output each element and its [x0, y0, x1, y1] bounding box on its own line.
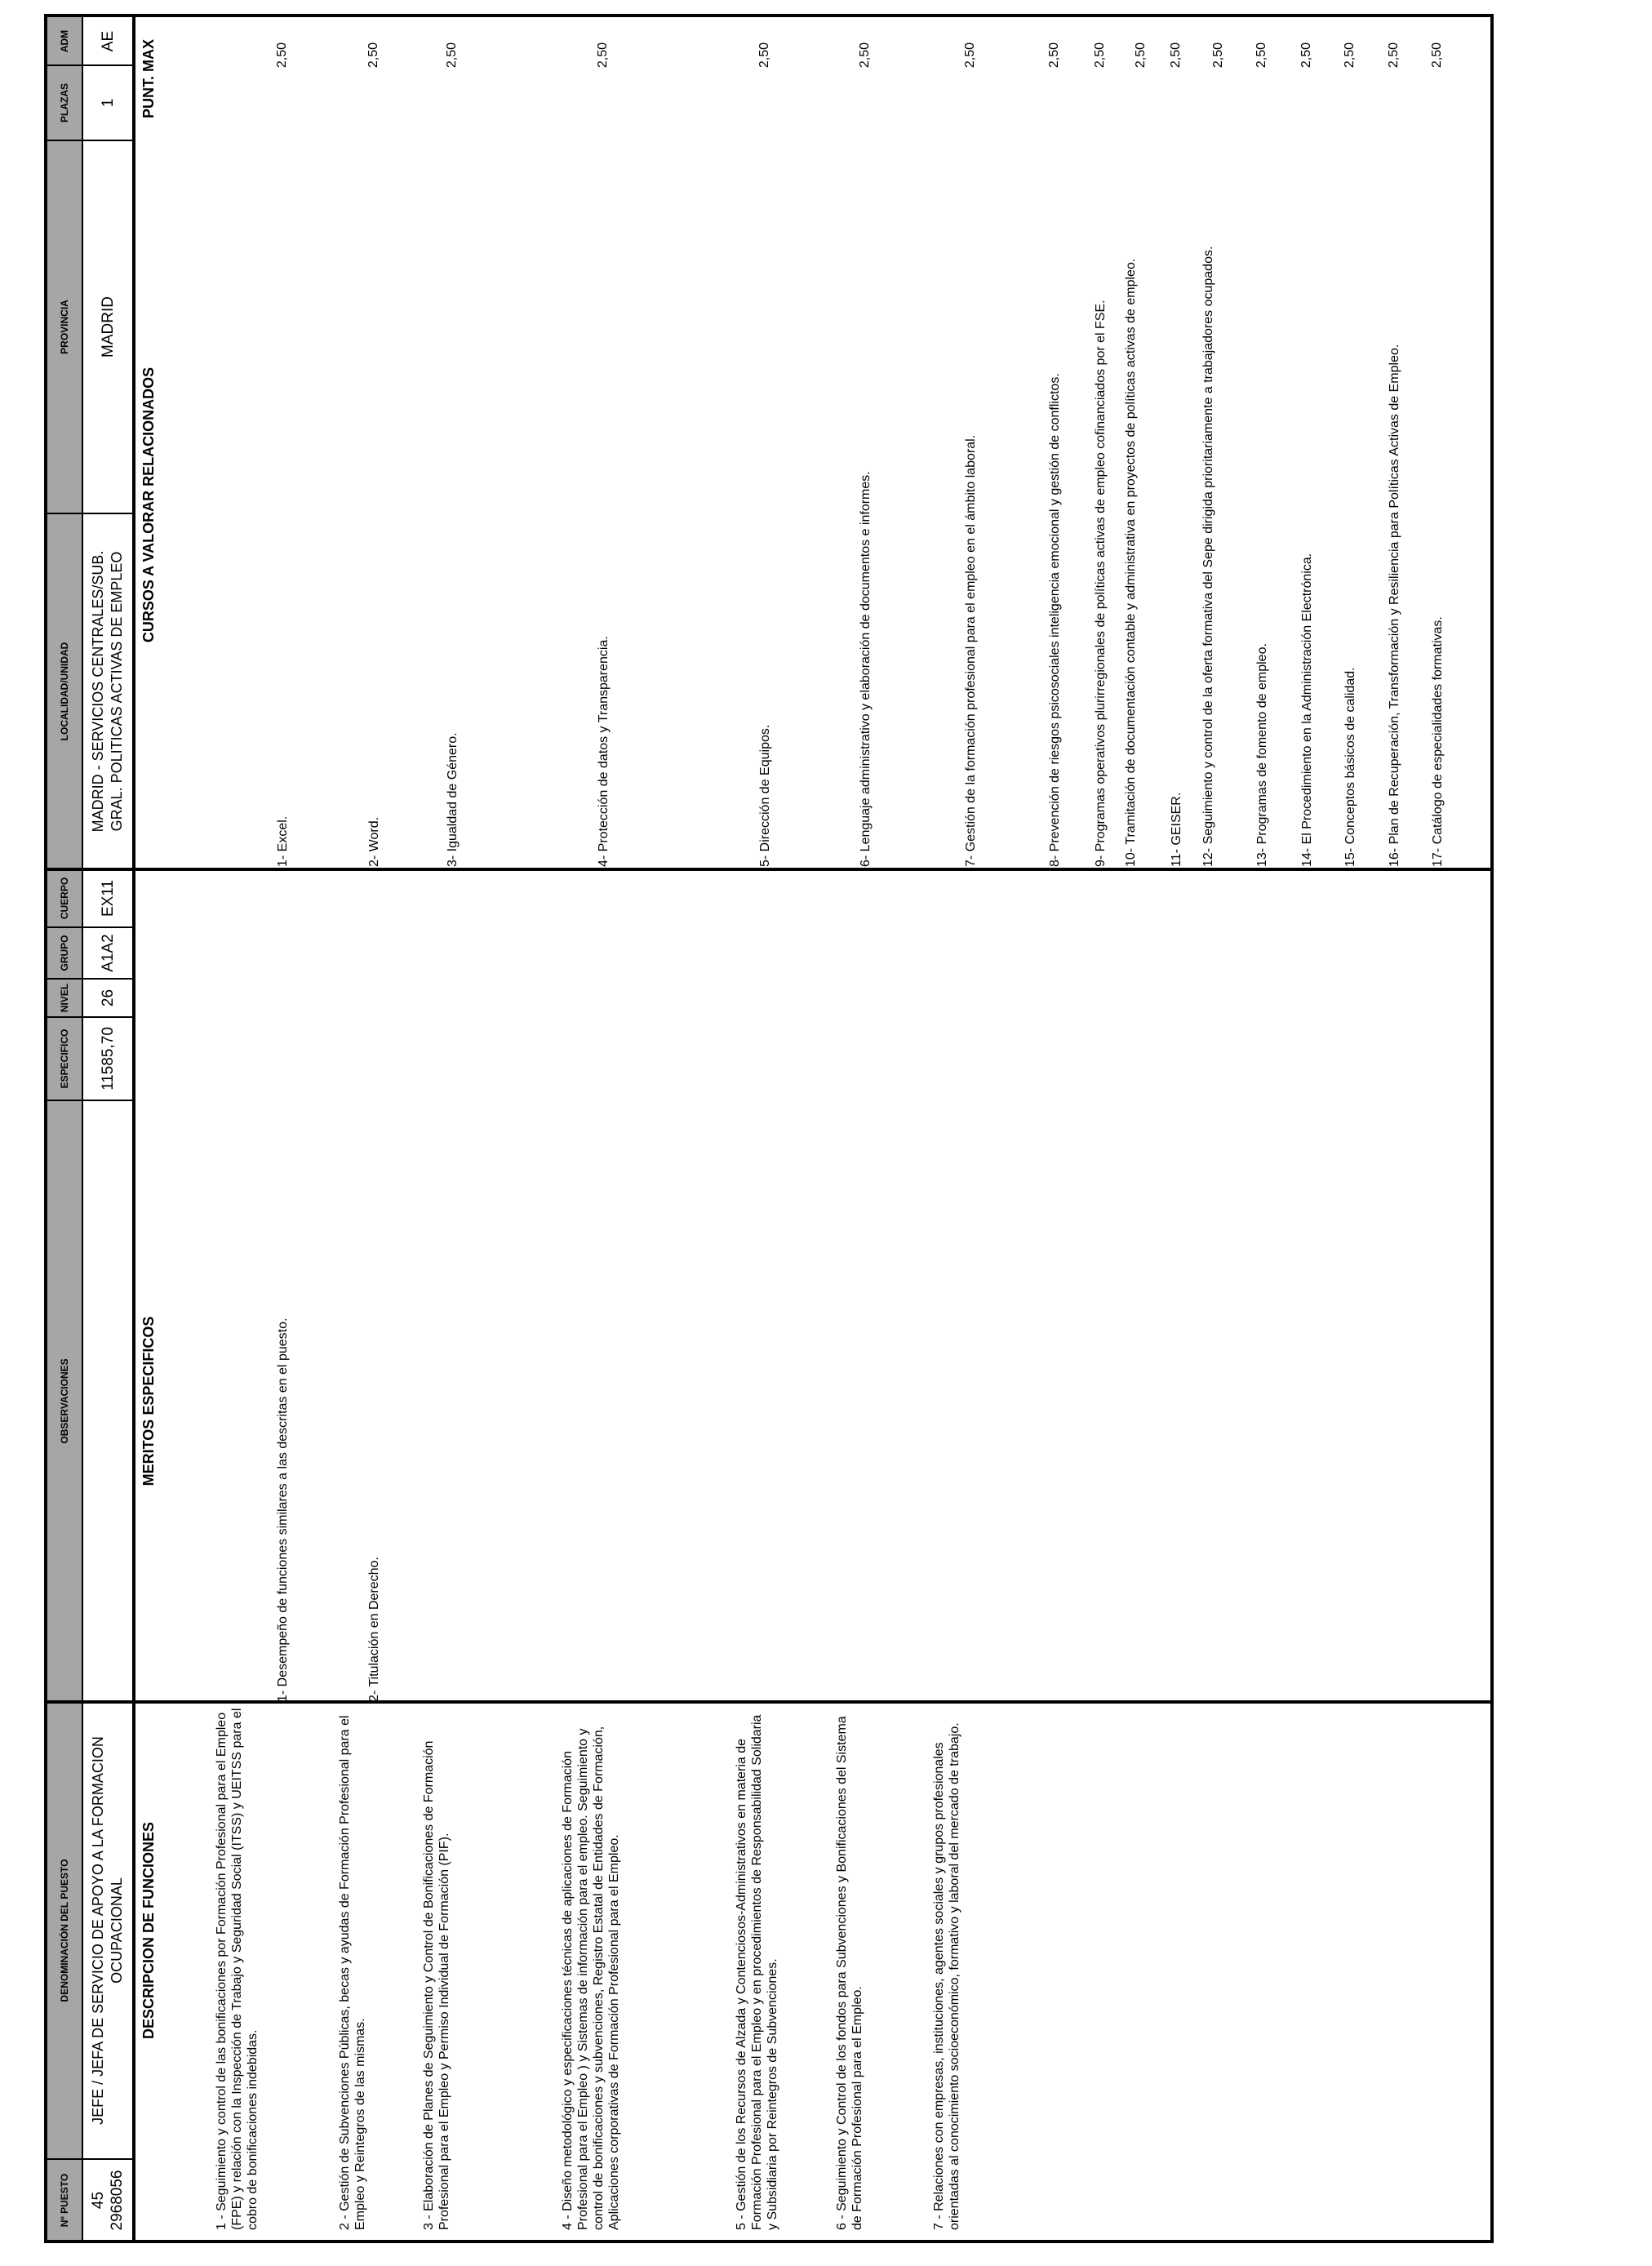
header-grupo: GRUPO	[58, 935, 70, 971]
punt-max-value: 2,50	[963, 42, 977, 69]
section-punt-max: PUNT. MAX	[140, 39, 157, 119]
header-cuerpo: CUERPO	[58, 877, 70, 920]
curso-item: 6- Lenguaje administrativo y elaboración de documentos e informes.	[859, 471, 873, 867]
curso-item: 8- Prevención de riesgos psicosociales inteligencia emocional y gestión de conflictos.	[1048, 373, 1062, 867]
data-row-divider	[132, 16, 135, 2242]
merito-item: 1- Desempeño de funciones similares a las descritas en el puesto.	[276, 1317, 290, 1702]
header-observaciones: OBSERVACIONES	[58, 1358, 70, 1444]
funcion-item: 2 - Gestión de Subvenciones Públicas, becas y ayudas de Formación Profesional para el Empleo y Reintegros de las mismas.	[338, 1715, 367, 2230]
punt-max-value: 2,50	[1387, 42, 1401, 69]
punt-max-value: 2,50	[1255, 42, 1268, 69]
col-divider	[44, 64, 134, 66]
section-funciones: DESCRIPCION DE FUNCIONES	[140, 1821, 157, 2040]
header-divider	[82, 16, 83, 2242]
punt-max-value: 2,50	[858, 42, 872, 69]
puesto-observaciones	[82, 1100, 133, 1702]
col-divider	[44, 868, 1494, 871]
curso-item: 15- Conceptos básicos de calidad.	[1343, 667, 1357, 867]
punt-max-value: 2,50	[1093, 42, 1107, 69]
col-divider	[44, 1700, 1494, 1704]
punt-max-value: 2,50	[1430, 42, 1444, 69]
curso-item: 5- Dirección de Equipos.	[758, 724, 772, 867]
puesto-localidad: MADRID - SERVICIOS CENTRALES/SUB. GRAL. POLITICAS ACTIVAS DE EMPLEO	[90, 550, 125, 833]
funcion-item: 5 - Gestión de los Recursos de Alzada y Contenciosos-Administrativos en materia de Formación Profesional para el Empleo y en procedimientos de Responsabilidad Solidaria y Subsidiaria por Reintegros de Subvenciones.	[735, 1714, 779, 2230]
funcion-item: 7 - Relaciones con empresas, instituciones, agentes sociales y grupos profesionales orientadas al conocimiento socioeconómico, formativo y laboral del mercado de trabajo.	[932, 1722, 961, 2230]
col-divider	[44, 140, 134, 141]
puesto-provincia: MADRID	[99, 296, 117, 358]
curso-item: 9- Programas operativos plurirregionales de políticas activas de empleo cofinanciados por el FSE.	[1094, 300, 1108, 867]
header-localidad: LOCALIDAD/UNIDAD	[58, 642, 70, 741]
punt-max-value: 2,50	[1299, 42, 1313, 69]
punt-max-value: 2,50	[1134, 42, 1148, 69]
puesto-adm: AE	[99, 30, 117, 52]
table-border-top	[44, 16, 47, 2242]
header-provincia: PROVINCIA	[58, 300, 70, 354]
punt-max-value: 2,50	[1169, 42, 1183, 69]
puesto-numero	[82, 2159, 133, 2242]
header-denominacion: DENOMINACIÓN DEL PUESTO	[58, 1859, 70, 2002]
curso-item: 3- Igualdad de Género.	[446, 732, 460, 867]
curso-item: 13- Programas de fomento de empleo.	[1255, 643, 1269, 867]
header-adm: ADM	[58, 29, 70, 53]
puesto-codigo: 2968056	[109, 2170, 126, 2231]
curso-item: 4- Protección de datos y Transparencia.	[597, 636, 611, 867]
curso-item: 17- Catálogo de especialidades formativas.	[1431, 616, 1445, 867]
table-border-left	[44, 2240, 1494, 2243]
curso-item: 12- Seguimiento y control de la oferta formativa del Sepe dirigida prioritariamente a trabajadores ocupados.	[1201, 246, 1215, 867]
curso-item: 14- El Procedimiento en la Administración Electrónica.	[1300, 553, 1314, 867]
table-border-right	[44, 14, 1494, 17]
puesto-grupo: A1A2	[99, 934, 117, 972]
col-divider	[44, 926, 134, 928]
header-nivel: NIVEL	[58, 983, 70, 1013]
col-divider	[44, 1016, 134, 1018]
punt-max-value: 2,50	[366, 42, 380, 69]
punt-max-value: 2,50	[1211, 42, 1225, 69]
punt-max-value: 2,50	[445, 42, 459, 69]
section-meritos: MERITOS ESPECIFICOS	[140, 1316, 157, 1486]
header-especifico: ESPECIFICO	[58, 1029, 70, 1089]
puesto-cuerpo: EX11	[99, 879, 117, 918]
col-divider	[44, 513, 134, 514]
puesto-nivel: 26	[99, 989, 117, 1007]
col-divider	[44, 2158, 134, 2160]
col-divider	[44, 1100, 134, 1101]
puesto-num: 45	[90, 2191, 107, 2210]
curso-item: 1- Excel.	[276, 815, 290, 867]
punt-max-value: 2,50	[757, 42, 771, 69]
curso-item: 16- Plan de Recuperación, Transformación y Resiliencia para Políticas Activas de Empleo.	[1388, 344, 1401, 867]
funcion-item: 1 - Seguimiento y control de las bonificaciones por Formación Profesional para el Empleo (FPE) y relación con la Inspección de Trabajo y Seguridad Social (ITSS) y UEITSS para el cobro de bonificaciones indebidas.	[215, 1708, 260, 2230]
section-cursos: CURSOS A VALORAR RELACIONADOS	[140, 367, 157, 643]
merito-item: 2- Titulación en Derecho.	[367, 1557, 381, 1702]
punt-max-value: 2,50	[596, 42, 610, 69]
punt-max-value: 2,50	[275, 42, 289, 69]
puesto-plazas: 1	[99, 98, 117, 108]
header-plazas: PLAZAS	[58, 83, 70, 122]
puesto-especifico: 11585,70	[99, 1027, 117, 1091]
col-divider	[44, 978, 134, 980]
curso-item: 11- GEISER.	[1170, 792, 1183, 867]
funcion-item: 3 - Elaboración de Planes de Seguimiento y Control de Bonificaciones de Formación Profesional para el Empleo y Permiso Individual de Formación (PIF).	[422, 1740, 451, 2230]
curso-item: 2- Word.	[367, 816, 381, 867]
curso-item: 7- Gestión de la formación profesional para el empleo en el ámbito laboral.	[964, 434, 978, 867]
puesto-denominacion: JEFE / JEFA DE SERVICIO DE APOYO A LA FORMACION OCUPACIONAL	[90, 1736, 125, 2125]
header-num-puesto: Nº PUESTO	[58, 2173, 70, 2228]
funcion-item: 4 - Diseño metodológico y especificaciones técnicas de aplicaciones de Formación Profesional para el Empleo ) y Sistemas de información para el empleo. Seguimiento y control de bonificaciones y subvenciones, Registro Estatal de Entidades de Formación, Aplicaciones corporativas de Formación Profesional para el Empleo.	[561, 1726, 621, 2230]
table-border-bottom	[1490, 16, 1494, 2242]
punt-max-value: 2,50	[1343, 42, 1357, 69]
funcion-item: 6 - Seguimiento y Control de los fondos para Subvenciones y Bonificaciones del Sistema de Formación Profesional para el Empleo.	[835, 1716, 864, 2230]
punt-max-value: 2,50	[1047, 42, 1061, 69]
curso-item: 10- Tramitación de documentación contable y administrativa en proyectos de políticas activas de empleo.	[1124, 258, 1138, 867]
